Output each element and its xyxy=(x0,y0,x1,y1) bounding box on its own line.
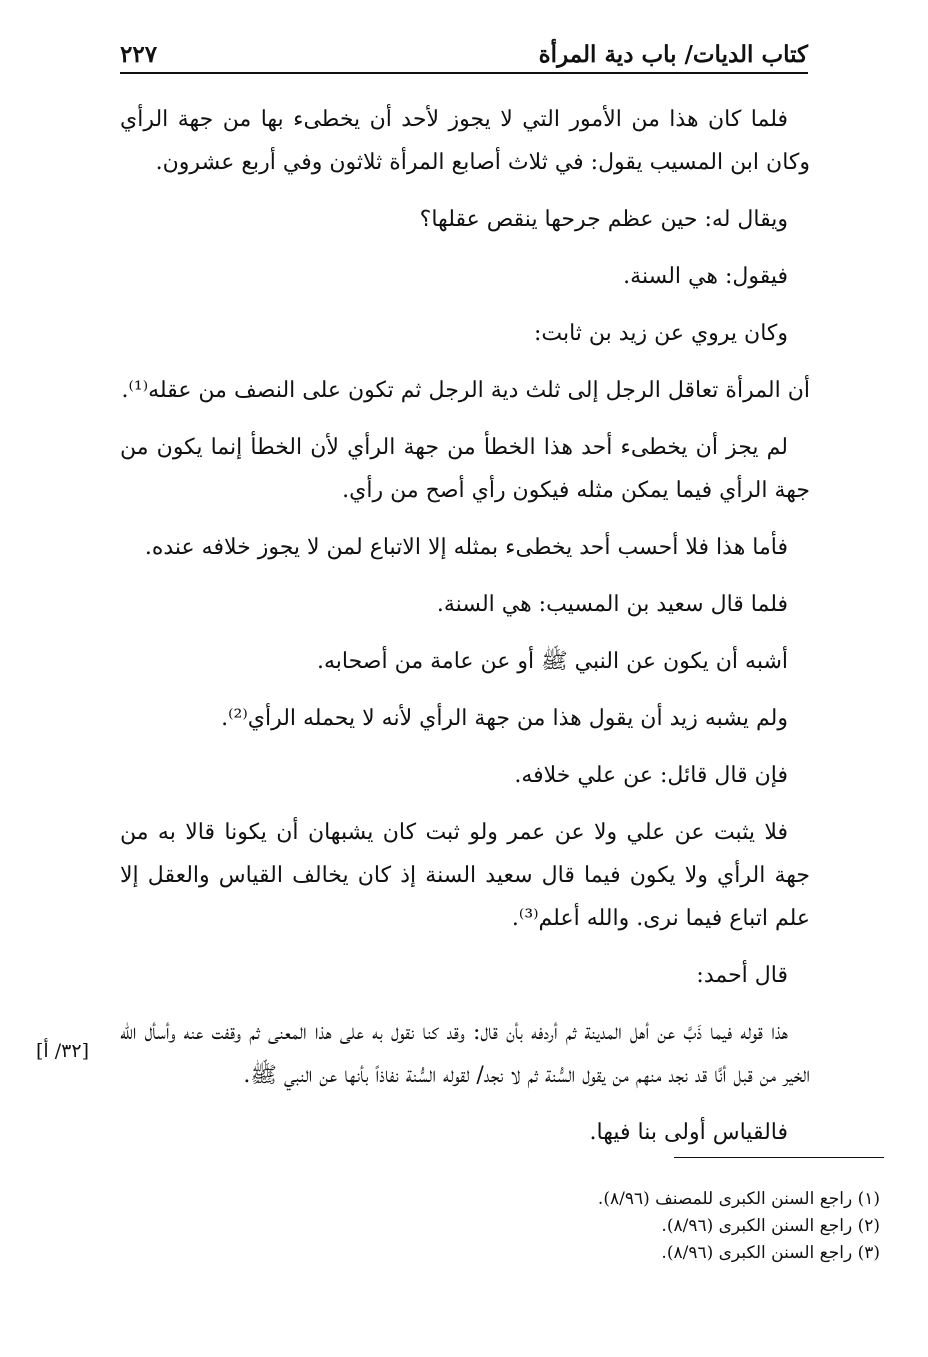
page-number: ٢٢٧ xyxy=(120,41,158,68)
footnote: (٣) راجع السنن الكبرى (٨/٩٦). xyxy=(661,1243,880,1263)
footnote: (١) راجع السنن الكبرى للمصنف (٨/٩٦). xyxy=(597,1189,880,1209)
paragraph: هذا قوله فيما ذَبَّ عن أهل المدينة ثم أردفه بأن قال: وقد كنا نقول به على هذا المعنى ثم وقفت عنه وأسأل الله الخير من قبل أنَّا قد نجد منهم من يقول السُّنة ثم لا نجد/ لقوله السُّنة نفاذاً بأنها عن النبي ﷺ. xyxy=(120,1020,810,1088)
manuscript-folio-ref: [٣٢/ أ] xyxy=(36,1040,89,1062)
paragraph: ولم يشبه زيد أن يقول هذا من جهة الرأي لأنه لا يحمله الرأي⁽²⁾. xyxy=(221,706,788,731)
paragraph: أشبه أن يكون عن النبي ﷺ أو عن عامة من أصحابه. xyxy=(316,649,788,674)
paragraph: فلا يثبت عن علي ولا عن عمر ولو ثبت كان يشبهان أن يكونا قالا به من جهة الرأي ولا يكون فيما قال سعيد السنة إذ كان يخالف القياس والعقل إلا علم اتباع فيما نرى. والله أعلم⁽³⁾. xyxy=(120,820,810,931)
paragraph: ويقال له: حين عظم جرحها ينقص عقلها؟ xyxy=(419,207,788,232)
paragraph: أن المرأة تعاقل الرجل إلى ثلث دية الرجل ثم تكون على النصف من عقله⁽¹⁾. xyxy=(121,378,810,403)
footnote: (٢) راجع السنن الكبرى (٨/٩٦). xyxy=(661,1216,880,1236)
paragraph: قال أحمد: xyxy=(696,963,788,988)
paragraph: فالقياس أولى بنا فيها. xyxy=(589,1120,788,1145)
footnotes xyxy=(120,1186,880,1267)
paragraph: فيقول: هي السنة. xyxy=(623,264,788,289)
paragraph: وكان يروي عن زيد بن ثابت: xyxy=(533,321,788,346)
main-text xyxy=(120,98,810,1168)
footnote-divider xyxy=(674,1157,884,1158)
paragraph: لم يجز أن يخطىء أحد هذا الخطأ من جهة الرأي لأن الخطأ إنما يكون من جهة الرأي فيما يمكن مثله فيكون رأي أصح من رأي. xyxy=(120,435,810,503)
paragraph: فلما كان هذا من الأمور التي لا يجوز لأحد أن يخطىء بها من جهة الرأي وكان ابن المسيب يقول: في ثلاث أصابع المرأة ثلاثون وفي أربع عشرون. xyxy=(120,107,810,175)
paragraph: فإن قال قائل: عن علي خلافه. xyxy=(514,763,788,788)
header-title: كتاب الديات/ باب دية المرأة xyxy=(538,41,808,68)
running-header xyxy=(120,30,808,74)
paragraph: فأما هذا فلا أحسب أحد يخطىء بمثله إلا الاتباع لمن لا يجوز خلافه عنده. xyxy=(144,535,788,560)
paragraph: فلما قال سعيد بن المسيب: هي السنة. xyxy=(436,592,788,617)
